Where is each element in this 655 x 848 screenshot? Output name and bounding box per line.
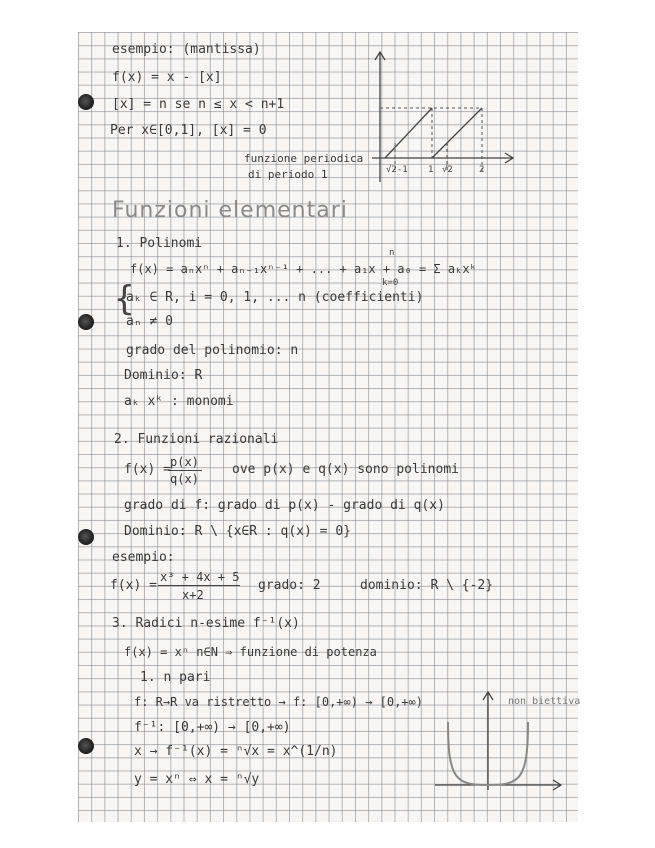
mantissa-definition: f(x) = x - [x] [112, 70, 222, 85]
restriction-line: f: R→R va ristretto → f: [0,+∞) → [0,+∞) [134, 695, 423, 709]
graph1-tick-1: 1 [428, 165, 434, 175]
section-heading: Funzioni elementari [112, 198, 348, 223]
graph1-tick-sqrt2-minus-1: √2-1 [386, 165, 408, 175]
polynomial-degree: grado del polinomio: n [126, 343, 299, 358]
inverse-function: f⁻¹: [0,+∞) → [0,+∞) [134, 720, 291, 735]
rational-example-degree: grado: 2 [258, 578, 321, 593]
system-brace: { [114, 279, 135, 319]
rational-example-left: f(x) = [110, 578, 157, 593]
polynomial-domain: Dominio: R [124, 368, 203, 383]
rational-example-denominator: x+2 [182, 588, 204, 602]
polynomial-condition-leading: aₙ ≠ 0 [126, 314, 173, 329]
sum-lower-limit: k=0 [382, 278, 399, 288]
rational-example-numerator: x³ + 4x + 5 [160, 570, 240, 584]
rational-degree: grado di f: grado di p(x) - grado di q(x) [124, 498, 445, 513]
graph2-label: non biettiva [508, 696, 581, 707]
polynomial-condition-coefficients: aₖ ∈ R, i = 0, 1, ... n (coefficienti) [126, 290, 424, 305]
graph1-label-period: di periodo 1 [248, 168, 328, 181]
floor-interval: Per x∈[0,1], [x] = 0 [110, 123, 267, 138]
rational-example-label: esempio: [112, 550, 175, 565]
roots-title: 3. Radici n-esime f⁻¹(x) [112, 616, 300, 631]
graph1-tick-2: 2 [479, 165, 485, 175]
sum-upper-limit: n [389, 248, 395, 258]
monomials: aₖ xᵏ : monomi [124, 394, 234, 409]
polynomials-title: 1. Polinomi [116, 236, 203, 251]
rational-denominator: q(x) [170, 472, 199, 486]
rational-numerator: p(x) [170, 455, 199, 469]
rational-formula-right: ove p(x) e q(x) sono polinomi [232, 462, 459, 477]
rational-example-domain: dominio: R \ {-2} [360, 578, 494, 593]
rational-title: 2. Funzioni razionali [114, 432, 279, 447]
floor-definition: [x] = n se n ≤ x < n+1 [112, 97, 285, 112]
example-title: esempio: (mantissa) [112, 42, 261, 57]
rational-formula-left: f(x) = [124, 462, 171, 477]
root-equivalence: y = xⁿ ⇔ x = ⁿ√y [134, 772, 260, 787]
polynomial-formula: f(x) = aₙxⁿ + aₙ₋₁xⁿ⁻¹ + ... + a₁x + a₀ = Σ aₖxᵏ [130, 262, 477, 276]
root-definition: x → f⁻¹(x) = ⁿ√x = x^(1/n) [134, 744, 338, 759]
rational-domain: Dominio: R \ {x∈R : q(x) = 0} [124, 524, 351, 539]
even-n-label: 1. n pari [140, 670, 211, 685]
graph1-label-periodic: funzione periodica [244, 152, 364, 165]
power-function-definition: f(x) = xⁿ n∈N ⇒ funzione di potenza [124, 645, 377, 659]
graph1-tick-sqrt2: √2 [442, 165, 453, 175]
